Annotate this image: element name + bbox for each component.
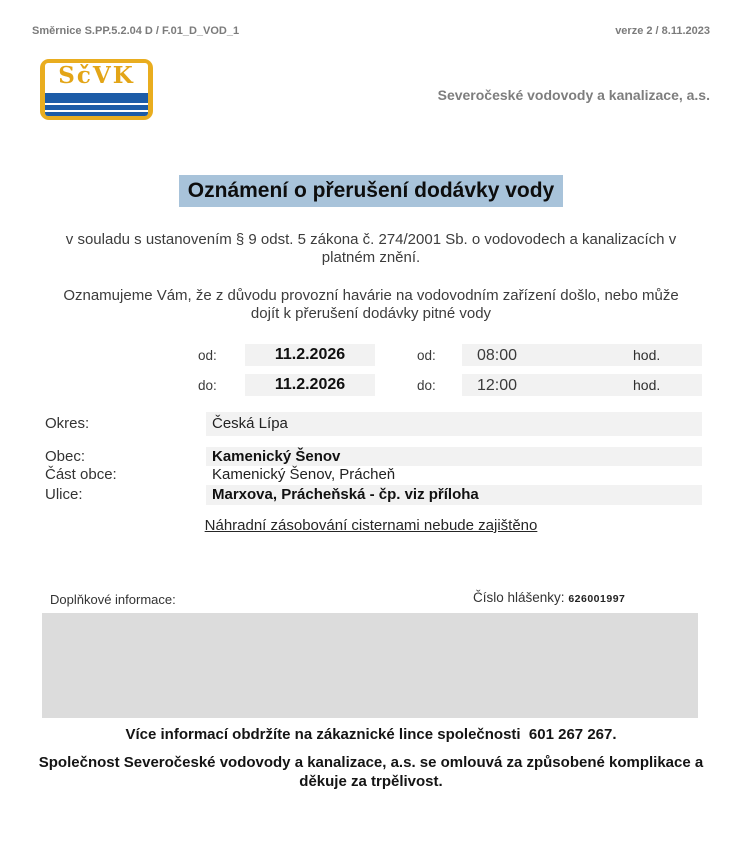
municipality-label: Obec: [45,448,86,465]
substitute-supply-note: Náhradní zásobování cisternami nebude zajištěno [204,517,538,534]
report-number-label: Číslo hlášenky: [473,590,565,605]
directive-code: Směrnice S.PP.5.2.04 D / F.01_D_VOD_1 [32,25,240,37]
date-to-label: do: [198,378,217,393]
additional-info-label: Doplňkové informace: [50,592,176,607]
logo-stripe-thick [45,93,148,103]
time-to-strip [462,374,702,396]
version-info: verze 2 / 8.11.2023 [615,25,710,37]
date-to-field: 11.2.2026 [245,374,375,396]
announcement-paragraph: Oznamujeme Vám, že z důvodu provozní havárie na vodovodním zařízení došlo, nebo může dojít k přerušení dodávky pitné vody [63,287,679,322]
scvk-logo-text: SčVK [58,63,135,89]
time-from-strip [462,344,702,366]
title-row [0,175,742,207]
apology-text: Společnost Severočeské vodovody a kanalizace, a.s. se omlouvá za způsobené komplikace a děkuje za trpělivost. [38,754,704,790]
date-from-field: 11.2.2026 [245,344,375,366]
additional-info-box [42,613,698,718]
company-name: Severočeské vodovody a kanalizace, a.s. [437,87,710,103]
district-value: Česká Lípa [206,412,702,436]
street-label: Ulice: [45,486,83,503]
municipality-part-value: Kamenický Šenov, Prácheň [212,466,396,483]
time-from-label: od: [417,348,436,363]
hours-unit-label: hod. [633,377,661,393]
customer-line-info: Více informací obdržíte na zákaznické lince společnosti 601 267 267. [125,726,617,743]
scvk-logo [40,59,153,120]
logo-stripe-thin [45,112,148,116]
scvk-logo-inner [45,63,148,116]
legal-reference-paragraph: v souladu s ustanovením § 9 odst. 5 zákona č. 274/2001 Sb. o vodovodech a kanalizacích v platném znění. [65,231,677,266]
district-label: Okres: [45,415,90,432]
municipality-part-label: Část obce: [45,466,117,483]
time-to-label: do: [417,378,436,393]
time-to-field: 12:00 [477,377,518,394]
hours-unit-label: hod. [633,347,661,363]
document-meta-header [32,25,710,37]
date-from-label: od: [198,348,217,363]
street-value: Marxova, Prácheňská - čp. viz příloha [206,485,702,505]
page-title: Oznámení o přerušení dodávky vody [179,175,563,207]
report-number-value: 626001997 [568,593,626,605]
logo-stripe-medium [45,105,148,110]
report-number-row [473,590,625,605]
time-from-field: 08:00 [477,347,518,364]
municipality-value: Kamenický Šenov [206,447,702,466]
